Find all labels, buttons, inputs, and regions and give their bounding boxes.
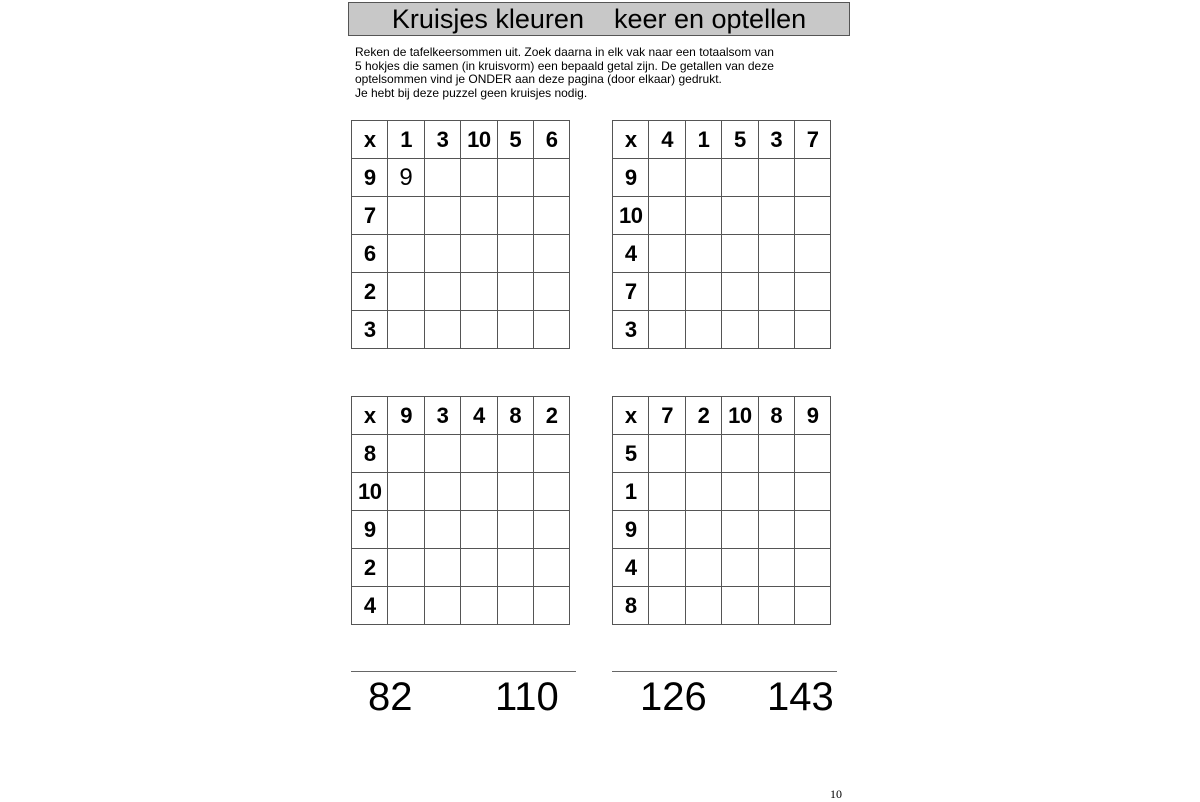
row-factor: 9	[352, 159, 388, 197]
grid-row	[613, 511, 831, 549]
answer-cell[interactable]	[722, 235, 758, 273]
row-factor: 4	[352, 587, 388, 625]
answer-cell[interactable]	[758, 587, 794, 625]
answer-cell[interactable]	[722, 159, 758, 197]
column-factor: 1	[388, 121, 424, 159]
sum-value: 110	[495, 675, 559, 719]
answer-cell[interactable]	[497, 511, 533, 549]
grid-row	[613, 235, 831, 273]
answer-cell[interactable]	[794, 549, 830, 587]
answer-cell[interactable]	[649, 435, 685, 473]
answer-cell[interactable]	[533, 473, 569, 511]
answer-cell[interactable]	[497, 235, 533, 273]
column-factor: 8	[497, 397, 533, 435]
answer-cell[interactable]	[722, 311, 758, 349]
column-factor: 5	[722, 121, 758, 159]
answer-cell[interactable]	[461, 549, 497, 587]
column-factor: 2	[685, 397, 721, 435]
answer-line	[612, 671, 837, 672]
answer-cell[interactable]	[685, 511, 721, 549]
grid-row	[352, 587, 570, 625]
column-factor: 2	[533, 397, 569, 435]
answer-cell[interactable]	[722, 473, 758, 511]
answer-cell[interactable]	[497, 197, 533, 235]
grid-row	[352, 473, 570, 511]
answer-cell[interactable]	[722, 511, 758, 549]
answer-cell[interactable]	[649, 273, 685, 311]
grid-row	[352, 435, 570, 473]
row-factor: 4	[613, 235, 649, 273]
answer-cell[interactable]	[461, 273, 497, 311]
answer-cell[interactable]	[497, 473, 533, 511]
answer-cell[interactable]	[758, 435, 794, 473]
grid-row	[352, 311, 570, 349]
answer-cell[interactable]	[685, 473, 721, 511]
instruction-line: 5 hokjes die samen (in kruisvorm) een bepaald getal zijn. De getallen van deze	[355, 58, 774, 73]
answer-cell[interactable]	[685, 587, 721, 625]
column-factor: 4	[649, 121, 685, 159]
grid-row	[352, 273, 570, 311]
grid-row	[613, 159, 831, 197]
grid-row	[352, 197, 570, 235]
grid-row	[613, 549, 831, 587]
row-factor: 4	[613, 549, 649, 587]
grid-row	[613, 473, 831, 511]
answer-cell[interactable]	[533, 235, 569, 273]
grid-row	[352, 235, 570, 273]
answer-cell[interactable]	[424, 197, 460, 235]
answer-cell[interactable]	[758, 235, 794, 273]
row-factor: 8	[613, 587, 649, 625]
column-factor: 3	[424, 121, 460, 159]
answer-cell[interactable]	[794, 311, 830, 349]
row-factor: 1	[613, 473, 649, 511]
answer-cell[interactable]	[388, 473, 424, 511]
row-factor: 3	[613, 311, 649, 349]
answer-cell[interactable]	[424, 273, 460, 311]
answer-cell[interactable]	[388, 435, 424, 473]
answer-cell[interactable]	[424, 159, 460, 197]
answer-cell[interactable]	[497, 435, 533, 473]
answer-cell[interactable]	[388, 549, 424, 587]
answer-cell[interactable]	[649, 511, 685, 549]
instruction-line: optelsommen vind je ONDER aan deze pagina (door elkaar) gedrukt.	[355, 72, 722, 87]
answer-cell[interactable]	[461, 473, 497, 511]
answer-cell[interactable]	[794, 235, 830, 273]
answer-cell[interactable]	[794, 511, 830, 549]
answer-cell[interactable]	[685, 435, 721, 473]
answer-cell[interactable]	[649, 549, 685, 587]
answer-cell[interactable]	[758, 549, 794, 587]
grid-header-row	[352, 397, 570, 435]
row-factor: 8	[352, 435, 388, 473]
grid-row	[613, 197, 831, 235]
answer-cell[interactable]	[685, 159, 721, 197]
answer-cell[interactable]	[424, 311, 460, 349]
answer-cell[interactable]	[722, 587, 758, 625]
answer-cell[interactable]	[533, 549, 569, 587]
answer-cell[interactable]	[424, 511, 460, 549]
grid-header-row	[613, 121, 831, 159]
answer-cell[interactable]	[497, 311, 533, 349]
instruction-line: Reken de tafelkeersommen uit. Zoek daarna in elk vak naar een totaalsom van	[355, 45, 774, 59]
answer-cell[interactable]	[685, 235, 721, 273]
answer-cell[interactable]	[649, 235, 685, 273]
grid-header-row	[613, 397, 831, 435]
grid-row	[613, 435, 831, 473]
column-factor: 9	[388, 397, 424, 435]
row-factor: 2	[352, 549, 388, 587]
sum-value: 143	[767, 675, 834, 719]
answer-cell[interactable]	[497, 549, 533, 587]
column-factor: 7	[794, 121, 830, 159]
answer-cell[interactable]	[533, 587, 569, 625]
answer-cell[interactable]	[685, 311, 721, 349]
answer-cell[interactable]	[685, 549, 721, 587]
grid-row	[352, 159, 570, 197]
column-factor: 8	[758, 397, 794, 435]
column-factor: 9	[794, 397, 830, 435]
answer-cell[interactable]	[758, 473, 794, 511]
answer-cell[interactable]	[649, 159, 685, 197]
row-factor: 5	[613, 435, 649, 473]
multiplication-grid	[612, 396, 831, 625]
answer-cell[interactable]	[758, 197, 794, 235]
answer-cell[interactable]	[497, 273, 533, 311]
answer-cell[interactable]	[758, 511, 794, 549]
grid-row	[352, 549, 570, 587]
answer-cell[interactable]	[533, 435, 569, 473]
answer-cell[interactable]	[461, 587, 497, 625]
answer-cell[interactable]	[388, 235, 424, 273]
page-title: Kruisjes kleuren keer en optellen	[348, 2, 850, 36]
answer-cell[interactable]	[461, 511, 497, 549]
answer-cell[interactable]	[533, 273, 569, 311]
column-factor: 10	[722, 397, 758, 435]
answer-cell[interactable]	[388, 197, 424, 235]
answer-cell[interactable]	[533, 197, 569, 235]
answer-cell[interactable]: 9	[388, 159, 424, 197]
answer-cell[interactable]	[388, 587, 424, 625]
answer-cell[interactable]	[424, 587, 460, 625]
answer-cell[interactable]	[461, 435, 497, 473]
answer-cell[interactable]	[722, 197, 758, 235]
answer-cell[interactable]	[461, 235, 497, 273]
grid-row	[613, 311, 831, 349]
row-factor: 9	[613, 511, 649, 549]
row-factor: 3	[352, 311, 388, 349]
grid-corner: x	[352, 397, 388, 435]
column-factor: 5	[497, 121, 533, 159]
answer-cell[interactable]	[424, 435, 460, 473]
answer-cell[interactable]	[533, 159, 569, 197]
column-factor: 10	[461, 121, 497, 159]
grid-header-row	[352, 121, 570, 159]
answer-cell[interactable]	[533, 511, 569, 549]
grid-row	[352, 511, 570, 549]
column-factor: 4	[461, 397, 497, 435]
grid-row	[613, 273, 831, 311]
column-factor: 3	[424, 397, 460, 435]
column-factor: 3	[758, 121, 794, 159]
answer-cell[interactable]	[758, 273, 794, 311]
row-factor: 10	[613, 197, 649, 235]
page-number: 10	[830, 787, 842, 801]
answer-cell[interactable]	[461, 311, 497, 349]
row-factor: 7	[613, 273, 649, 311]
answer-cell[interactable]	[794, 473, 830, 511]
grid-corner: x	[613, 397, 649, 435]
row-factor: 9	[352, 511, 388, 549]
row-factor: 6	[352, 235, 388, 273]
answer-cell[interactable]	[388, 273, 424, 311]
answer-cell[interactable]	[794, 159, 830, 197]
answer-line	[351, 671, 576, 672]
answer-cell[interactable]	[533, 311, 569, 349]
answer-cell[interactable]	[424, 235, 460, 273]
answer-cell[interactable]	[794, 587, 830, 625]
answer-cell[interactable]	[794, 273, 830, 311]
answer-cell[interactable]	[649, 197, 685, 235]
answer-cell[interactable]	[794, 435, 830, 473]
grid-corner: x	[352, 121, 388, 159]
answer-cell[interactable]	[388, 511, 424, 549]
answer-cell[interactable]	[758, 159, 794, 197]
column-factor: 1	[685, 121, 721, 159]
answer-cell[interactable]	[461, 197, 497, 235]
answer-cell[interactable]	[685, 273, 721, 311]
answer-cell[interactable]	[497, 587, 533, 625]
row-factor: 10	[352, 473, 388, 511]
multiplication-grid	[612, 120, 831, 349]
row-factor: 9	[613, 159, 649, 197]
answer-cell[interactable]	[722, 273, 758, 311]
answer-cell[interactable]	[649, 311, 685, 349]
multiplication-grid	[351, 120, 570, 349]
answer-cell[interactable]	[497, 159, 533, 197]
instructions	[355, 46, 855, 100]
answer-cell[interactable]	[424, 473, 460, 511]
column-factor: 7	[649, 397, 685, 435]
grid-row	[613, 587, 831, 625]
instruction-line: Je hebt bij deze puzzel geen kruisjes nodig.	[355, 85, 588, 100]
grid-corner: x	[613, 121, 649, 159]
row-factor: 2	[352, 273, 388, 311]
multiplication-grid	[351, 396, 570, 625]
answer-cell[interactable]	[794, 197, 830, 235]
sum-value: 82	[368, 675, 413, 719]
column-factor: 6	[533, 121, 569, 159]
answer-cell[interactable]	[685, 197, 721, 235]
answer-cell[interactable]	[649, 587, 685, 625]
answer-cell[interactable]	[758, 311, 794, 349]
answer-cell[interactable]	[722, 435, 758, 473]
answer-cell[interactable]	[649, 473, 685, 511]
sum-value: 126	[640, 675, 707, 719]
answer-cell[interactable]	[461, 159, 497, 197]
answer-cell[interactable]	[424, 549, 460, 587]
answer-cell[interactable]	[722, 549, 758, 587]
answer-cell[interactable]	[388, 311, 424, 349]
row-factor: 7	[352, 197, 388, 235]
